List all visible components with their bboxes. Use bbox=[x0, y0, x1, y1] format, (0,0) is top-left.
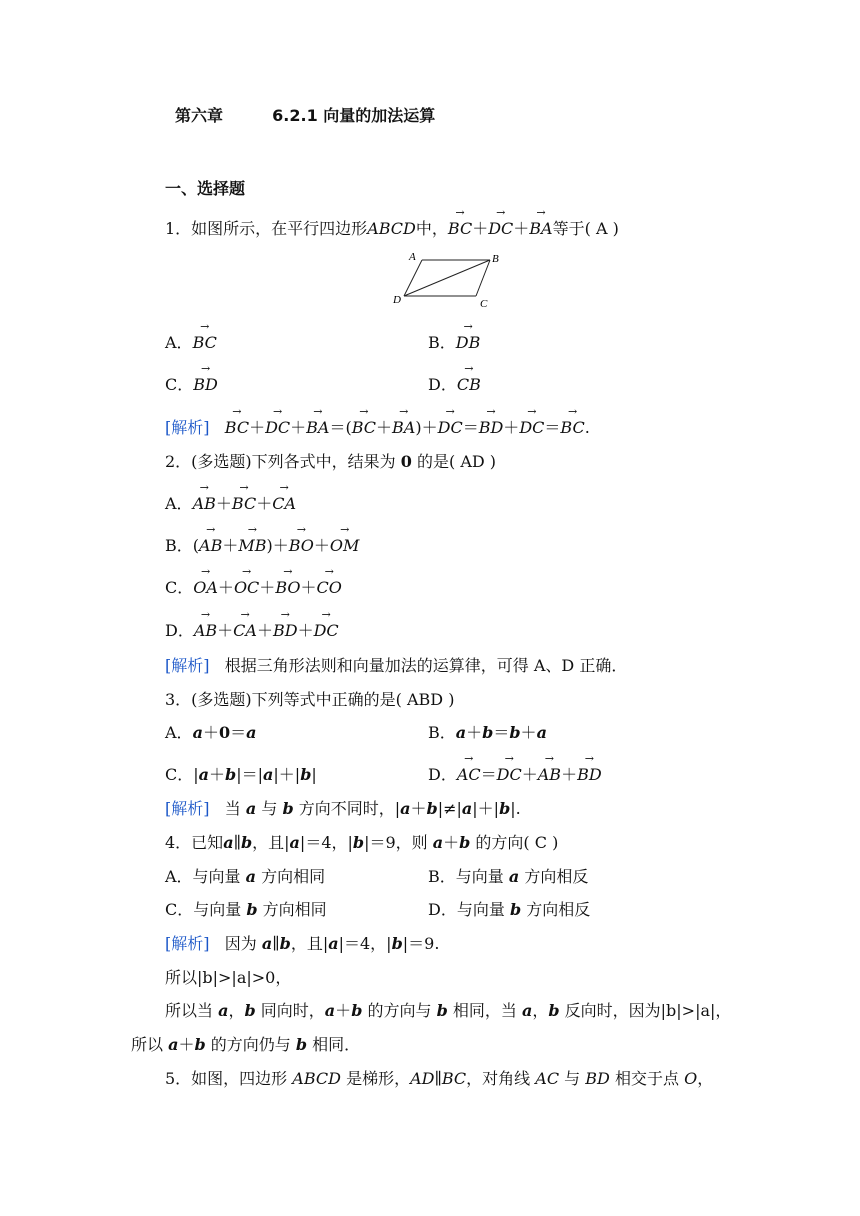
q3-option-c: C．|a＋b|＝|a|＋|b| bbox=[165, 765, 317, 784]
q1-option-b: B．→ DB bbox=[428, 332, 480, 354]
vertex-label-d: D bbox=[393, 294, 401, 306]
q3-option-a: A．a＋0＝a bbox=[165, 723, 257, 742]
vertex-label-c: C bbox=[480, 298, 488, 310]
q1-option-d: D．→ CB bbox=[428, 374, 481, 396]
question-5-stem: 5．如图，四边形 ABCD 是梯形，AD∥BC，对角线 AC 与 BD 相交于点 O， bbox=[165, 1069, 714, 1088]
q4-option-c: C．与向量 b 方向相同 bbox=[165, 900, 327, 919]
q2-option-a: A．→ AB＋→ BC＋→ CA bbox=[165, 493, 296, 515]
q2-option-c: C．→ OA＋→ OC＋→ BO＋→ CO bbox=[165, 577, 342, 599]
q3-option-b: B．a＋b＝b＋a bbox=[428, 723, 547, 742]
vertex-label-b: B bbox=[492, 253, 499, 265]
q4-option-a: A．与向量 a 方向相同 bbox=[165, 867, 326, 886]
q4-option-b: B．与向量 a 方向相反 bbox=[428, 867, 589, 886]
q4-analysis-line-4: 所以 a＋b 的方向仍与 b 相同． bbox=[131, 1035, 361, 1054]
q4-analysis-line-2: 所以|b|>|a|>0， bbox=[165, 968, 292, 987]
question-4-stem: 4．已知a∥b，且|a|＝4，|b|＝9，则 a＋b 的方向( C ) bbox=[165, 833, 559, 852]
chapter-label: 第六章 bbox=[175, 106, 224, 125]
question-3-stem: 3．(多选题)下列等式中正确的是( ABD ) bbox=[165, 690, 455, 709]
lesson-title: 6.2.1 向量的加法运算 bbox=[272, 106, 436, 125]
q1-option-a: A．→ BC bbox=[165, 332, 217, 354]
parallelogram-figure bbox=[390, 250, 510, 312]
q3-analysis: [解析] 当 a 与 b 方向不同时，|a＋b|≠|a|＋|b|. bbox=[165, 799, 521, 818]
q2-analysis: [解析] 根据三角形法则和向量加法的运算律，可得 A、D 正确． bbox=[165, 656, 628, 675]
section-heading: 一、选择题 bbox=[165, 179, 246, 198]
q4-option-d: D．与向量 b 方向相反 bbox=[428, 900, 591, 919]
q1-option-c: C．→ BD bbox=[165, 374, 218, 396]
vertex-label-a: A bbox=[409, 251, 416, 263]
question-1-stem: 1．如图所示，在平行四边形ABCD中，→ BC＋→ DC＋→ BA等于( A ) bbox=[165, 218, 619, 240]
q1-analysis: [解析] → BC＋→ DC＋→ BA＝(→ BC＋→ BA)＋→ DC＝→ BD＋→ DC＝→ BC. bbox=[165, 417, 590, 439]
q3-option-d: D．→ AC＝→ DC＋→ AB＋→ BD bbox=[428, 764, 602, 786]
q2-option-d: D．→ AB＋→ CA＋→ BD＋→ DC bbox=[165, 620, 339, 642]
q4-analysis-line-3: 所以当 a，b 同向时，a＋b 的方向与 b 相同，当 a，b 反向时，因为|b|>|a|， bbox=[165, 1001, 732, 1020]
q4-analysis: [解析] 因为 a∥b，且|a|＝4，|b|＝9. bbox=[165, 934, 440, 953]
question-2-stem: 2．(多选题)下列各式中，结果为 0 的是( AD ) bbox=[165, 452, 497, 471]
q2-option-b: B．(→ AB＋→ MB)＋→ BO＋→ OM bbox=[165, 535, 359, 557]
